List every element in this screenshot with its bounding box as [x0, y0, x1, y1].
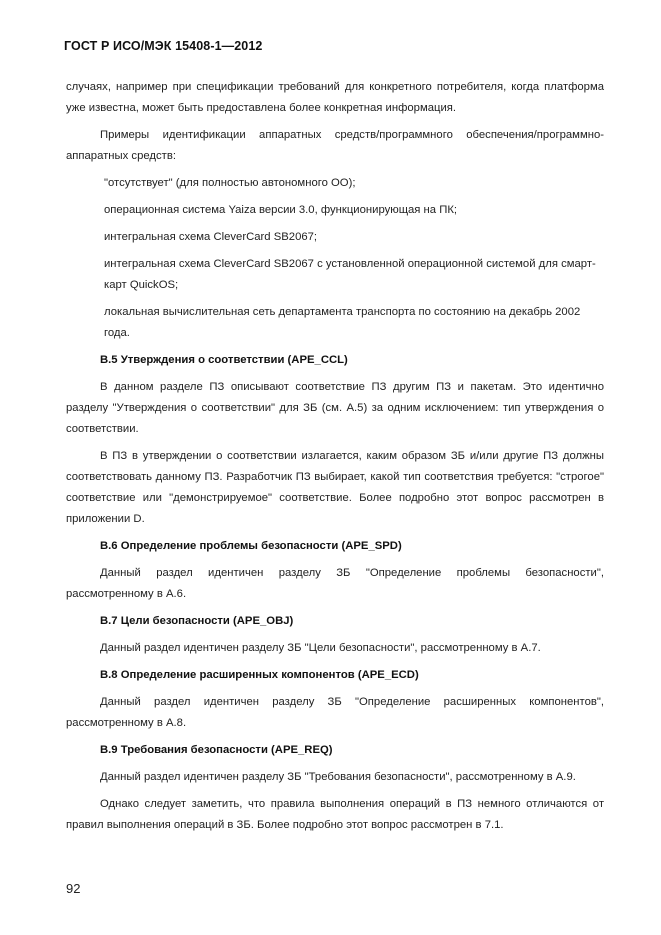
- paragraph: Данный раздел идентичен разделу ЗБ "Требования безопасности", рассмотренному в А.9.: [100, 771, 576, 783]
- paragraph: Данный раздел идентичен разделу ЗБ "Определение проблемы безопасности", рассмотренному в А.6.: [66, 567, 604, 600]
- section-heading: B.9 Требования безопасности (APE_REQ): [100, 744, 333, 756]
- list-item: "отсутствует" (для полностью автономного ОО);: [104, 177, 356, 189]
- section-heading: B.7 Цели безопасности (APE_OBJ): [100, 615, 294, 627]
- page-number: 92: [66, 881, 81, 896]
- paragraph: В ПЗ в утверждении о соответствии излагается, каким образом ЗБ и/или другие ПЗ должны соответствовать данному ПЗ. Разработчик ПЗ выбирает, какой тип соответствия требуется: "строгое" соответствие или "демонстрируемое" соответствие. Более подробно этот вопрос рассмотрен в приложении D.: [66, 450, 604, 525]
- paragraph: В данном разделе ПЗ описывают соответствие ПЗ другим ПЗ и пакетам. Это идентично разделу "Утверждения о соответствии" для ЗБ (см. А.5) за одним исключением: тип утверждения о соответствии.: [66, 381, 604, 435]
- paragraph: Однако следует заметить, что правила выполнения операций в ПЗ немного отличаются от правил выполнения операций в ЗБ. Более подробно этот вопрос рассмотрен в 7.1.: [66, 798, 604, 831]
- list-item: интегральная схема CleverCard SB2067;: [104, 231, 318, 243]
- examples-list: [66, 173, 604, 344]
- section-heading: B.5 Утверждения о соответствии (APE_CCL): [100, 354, 348, 366]
- document-header: ГОСТ Р ИСО/МЭК 15408-1—2012: [64, 39, 263, 53]
- paragraph: случаях, например при спецификации требований для конкретного потребителя, когда платформа уже известна, может быть предоставлена более конкретная информация.: [66, 81, 604, 114]
- paragraph: Примеры идентификации аппаратных средств/программного обеспечения/программно-аппаратных средств:: [66, 129, 604, 162]
- list-item: операционная система Yaiza версии 3.0, функционирующая на ПК;: [104, 204, 458, 216]
- paragraph: Данный раздел идентичен разделу ЗБ "Цели безопасности", рассмотренному в А.7.: [100, 642, 541, 654]
- document-body: [66, 77, 604, 842]
- section-heading: B.6 Определение проблемы безопасности (APE_SPD): [100, 540, 402, 552]
- list-item: локальная вычислительная сеть департамента транспорта по состоянию на декабрь 2002 года.: [104, 306, 581, 339]
- section-heading: B.8 Определение расширенных компонентов (APE_ECD): [100, 669, 419, 681]
- paragraph: Данный раздел идентичен разделу ЗБ "Определение расширенных компонентов", рассмотренному в А.8.: [66, 696, 604, 729]
- list-item: интегральная схема CleverCard SB2067 с установленной операционной системой для смарт-карт QuickOS;: [104, 258, 596, 291]
